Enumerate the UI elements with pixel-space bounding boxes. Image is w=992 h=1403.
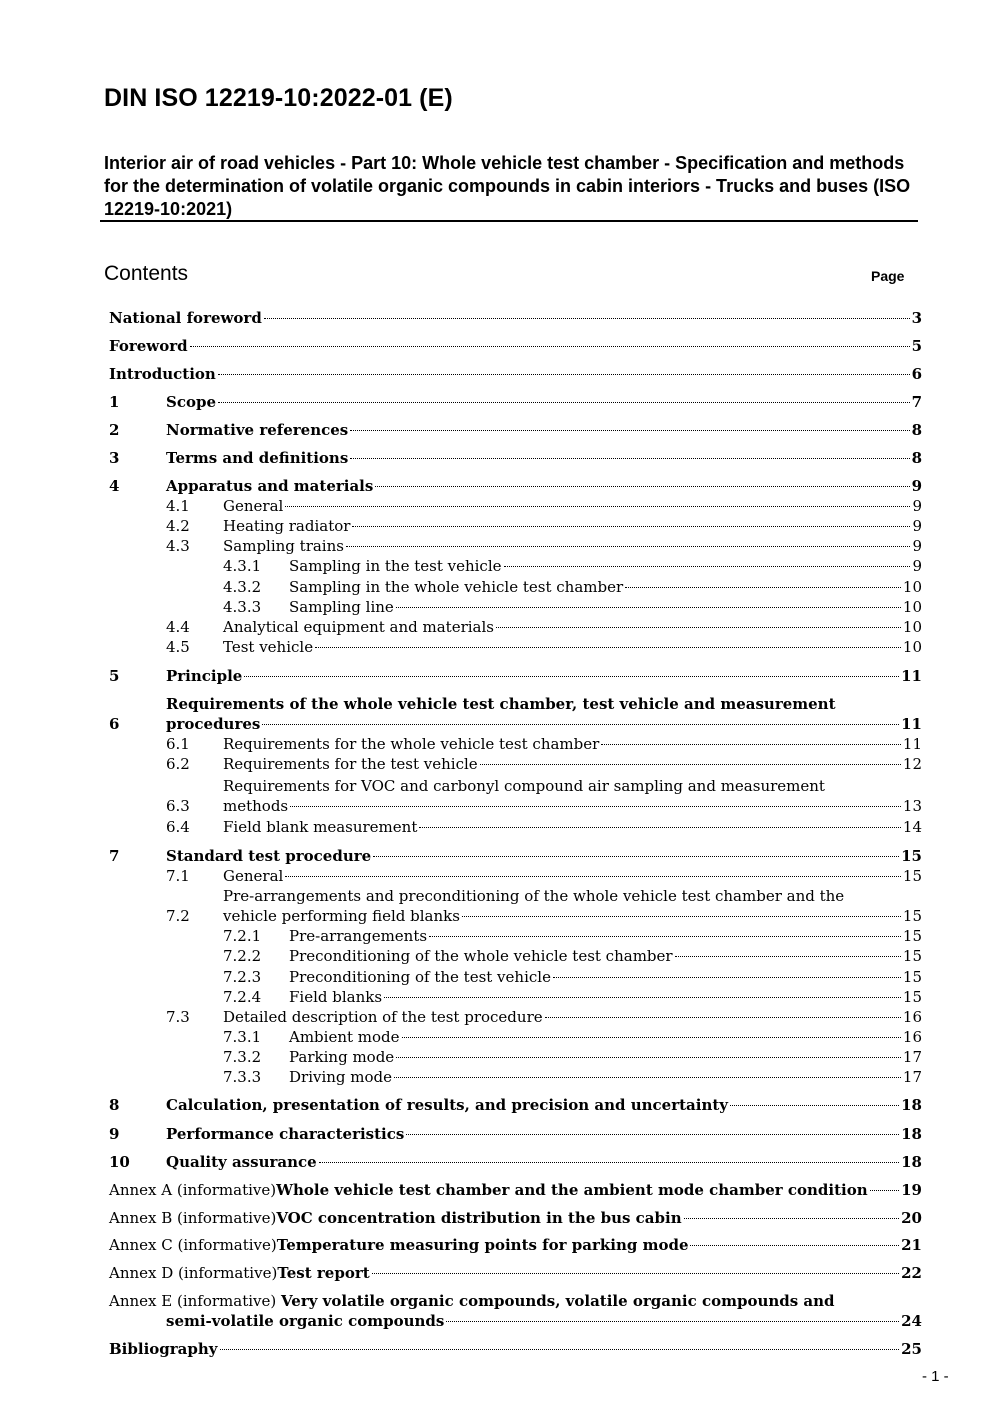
toc-entry[interactable] [0, 392, 992, 412]
toc-entry[interactable] [0, 866, 992, 886]
toc-leader-dots [384, 997, 901, 998]
toc-section-number: 4 [109, 477, 120, 495]
toc-leader-dots [218, 374, 910, 375]
toc-entry[interactable] [0, 817, 992, 837]
page-column-label: Page [871, 268, 905, 284]
toc-leader-dots [262, 724, 899, 725]
toc-title: Sampling trains [223, 537, 344, 555]
toc-title: Scope [166, 393, 217, 411]
toc-annex-label: Annex D (informative) [109, 1264, 278, 1282]
toc-page-number: 7 [911, 393, 922, 411]
toc-page-number: 21 [901, 1236, 922, 1254]
toc-page-number: 10 [902, 618, 922, 636]
toc-entry[interactable] [0, 1152, 992, 1172]
toc-leader-dots [220, 1349, 900, 1350]
document-subtitle: Interior air of road vehicles - Part 10: Whole vehicle test chamber - Specification and methods for the determination of volatile organic compounds in cabin interiors - Trucks and buses (ISO 12219-10:2021) [104, 153, 911, 219]
toc-entry[interactable] [0, 536, 992, 556]
toc-page-number: 14 [902, 818, 922, 836]
toc-title: Test report [277, 1264, 370, 1282]
toc-entry[interactable] [0, 577, 992, 597]
toc-page-number: 10 [902, 638, 922, 656]
toc-title-line1: Requirements of the whole vehicle test chamber, test vehicle and measurement [166, 695, 836, 713]
toc-page-number: 11 [902, 735, 922, 753]
toc-page-number: 15 [902, 968, 922, 986]
toc-section-number: 9 [109, 1125, 120, 1143]
toc-entry[interactable] [0, 987, 992, 1007]
toc-title-line1: Pre-arrangements and preconditioning of the whole vehicle test chamber and the [223, 887, 845, 905]
toc-entry[interactable] [0, 308, 992, 328]
toc-page-number: 9 [912, 517, 922, 535]
toc-title: Ambient mode [289, 1028, 400, 1046]
toc-leader-dots [684, 1218, 900, 1219]
toc-title-line1: Requirements for VOC and carbonyl compound air sampling and measurement [223, 777, 825, 795]
toc-entry[interactable] [0, 967, 992, 987]
toc-leader-dots [553, 977, 901, 978]
toc-title: Terms and definitions [166, 449, 349, 467]
toc-title: Test vehicle [223, 638, 314, 656]
toc-leader-dots [319, 1162, 899, 1163]
toc-leader-dots [402, 1037, 901, 1038]
toc-leader-dots [372, 1273, 899, 1274]
toc-title: National foreword [109, 309, 262, 327]
toc-title: Sampling in the test vehicle [289, 557, 502, 575]
toc-leader-dots [545, 1017, 901, 1018]
toc-entry[interactable] [0, 1047, 992, 1067]
toc-title: Pre-arrangements [289, 927, 428, 945]
toc-entry[interactable] [0, 476, 992, 496]
toc-leader-dots [315, 647, 901, 648]
toc-entry[interactable] [0, 777, 992, 816]
toc-entry[interactable] [0, 946, 992, 966]
toc-section-number: 3 [109, 449, 120, 467]
toc-page-number: 17 [902, 1048, 922, 1066]
document-id: DIN ISO 12219-10:2022-01 (E) [104, 84, 453, 112]
toc-title: Driving mode [289, 1068, 393, 1086]
toc-entry[interactable] [0, 1007, 992, 1027]
toc-title: VOC concentration distribution in the bus cabin [276, 1209, 682, 1227]
toc-page-number: 25 [901, 1340, 922, 1358]
toc-annex-label: Annex E (informative) [109, 1292, 282, 1310]
toc-page-number: 11 [901, 715, 922, 733]
toc-entry[interactable] [0, 1339, 992, 1359]
toc-leader-dots [870, 1190, 899, 1191]
toc-leader-dots [446, 1321, 899, 1322]
toc-leader-dots [346, 546, 910, 547]
toc-page-number: 8 [911, 421, 922, 439]
toc-section-number: 2 [109, 421, 120, 439]
toc-leader-dots [394, 1077, 901, 1078]
toc-title: Field blank measurement [223, 818, 418, 836]
toc-title: General [223, 497, 284, 515]
toc-leader-dots [396, 607, 901, 608]
toc-section-number: 7.3.1 [223, 1028, 262, 1046]
toc-page-number: 18 [901, 1153, 922, 1171]
toc-title: Calculation, presentation of results, and precision and uncertainty [166, 1096, 729, 1114]
toc-entry[interactable] [0, 1027, 992, 1047]
toc-page-number: 15 [901, 847, 922, 865]
toc-leader-dots [244, 676, 899, 677]
toc-annex-label: Annex A (informative) [109, 1181, 277, 1199]
toc-title: Requirements for the whole vehicle test chamber [223, 735, 600, 753]
toc-entry[interactable] [0, 734, 992, 754]
toc-annex-title-line1: Very volatile organic compounds, volatile organic compounds and [281, 1292, 835, 1310]
toc-page-number: 15 [902, 867, 922, 885]
toc-title: Parking mode [289, 1048, 395, 1066]
toc-section-number: 10 [109, 1153, 130, 1171]
toc-section-number: 4.3.2 [223, 578, 262, 596]
toc-page-number: 15 [902, 927, 922, 945]
toc-entry[interactable] [0, 1124, 992, 1144]
toc-section-number: 4.3 [166, 537, 190, 555]
toc-leader-dots [290, 806, 901, 807]
toc-entry[interactable] [0, 516, 992, 536]
toc-leader-dots [190, 346, 910, 347]
toc-page-number: 9 [911, 477, 922, 495]
toc-entry[interactable] [0, 887, 992, 926]
toc-page-number: 16 [902, 1028, 922, 1046]
toc-title: Sampling in the whole vehicle test chamber [289, 578, 624, 596]
toc-title: General [223, 867, 284, 885]
toc-entry[interactable] [0, 448, 992, 468]
toc-leader-dots [625, 587, 901, 588]
toc-entry[interactable] [0, 1235, 992, 1255]
toc-title: methods [223, 797, 289, 815]
toc-page-number: 24 [901, 1312, 922, 1330]
toc-page-number: 9 [912, 497, 922, 515]
toc-title-line1 [109, 1291, 835, 1311]
toc-title: vehicle performing field blanks [223, 907, 460, 925]
toc-entry[interactable] [0, 336, 992, 356]
toc-page-number: 10 [902, 598, 922, 616]
toc-section-number: 7.2.2 [223, 947, 262, 965]
toc-leader-dots [218, 402, 910, 403]
toc-page-number: 20 [901, 1209, 922, 1227]
toc-entry[interactable] [0, 754, 992, 774]
toc-leader-dots [352, 526, 910, 527]
toc-title: Introduction [109, 365, 216, 383]
toc-page-number: 18 [901, 1125, 922, 1143]
toc-section-number: 7.3.2 [223, 1048, 262, 1066]
toc-title: Principle [166, 667, 243, 685]
toc-leader-dots [675, 956, 901, 957]
toc-title: Performance characteristics [166, 1125, 405, 1143]
toc-leader-dots [350, 430, 909, 431]
toc-leader-dots [396, 1057, 901, 1058]
toc-page-number: 15 [902, 988, 922, 1006]
toc-leader-dots [429, 936, 901, 937]
toc-title: semi-volatile organic compounds [166, 1312, 445, 1330]
toc-section-number: 7.1 [166, 867, 190, 885]
toc-page-number: 10 [902, 578, 922, 596]
toc-title: Detailed description of the test procedure [223, 1008, 543, 1026]
toc-leader-dots [375, 486, 909, 487]
toc-entry[interactable] [0, 1180, 992, 1200]
toc-section-number: 5 [109, 667, 120, 685]
toc-section-number: 4.5 [166, 638, 190, 656]
toc-page-number: 15 [902, 907, 922, 925]
toc-section-number: 7 [109, 847, 120, 865]
toc-section-number: 8 [109, 1096, 120, 1114]
toc-page-number: 15 [902, 947, 922, 965]
toc-entry[interactable] [0, 496, 992, 516]
toc-leader-dots [462, 916, 901, 917]
toc-page-number: 5 [911, 337, 922, 355]
toc-entry[interactable] [0, 846, 992, 866]
toc-page-number: 13 [902, 797, 922, 815]
toc-page-number: 8 [911, 449, 922, 467]
toc-entry[interactable] [0, 364, 992, 384]
toc-entry[interactable] [0, 617, 992, 637]
toc-leader-dots [350, 458, 909, 459]
toc-leader-dots [264, 318, 910, 319]
toc-entry[interactable] [0, 420, 992, 440]
toc-section-number: 4.4 [166, 618, 190, 636]
toc-section-number: 7.2.3 [223, 968, 262, 986]
toc-section-number: 7.3 [166, 1008, 190, 1026]
toc-title: Analytical equipment and materials [223, 618, 494, 636]
toc-page-number: 11 [901, 667, 922, 685]
toc-entry[interactable] [0, 597, 992, 617]
toc-section-number: 6.1 [166, 735, 190, 753]
toc-leader-dots [496, 627, 901, 628]
toc-entry[interactable] [0, 637, 992, 657]
toc-title: Normative references [166, 421, 349, 439]
toc-section-number: 6.2 [166, 755, 190, 773]
toc-title: Standard test procedure [166, 847, 372, 865]
toc-entry[interactable] [0, 1292, 992, 1331]
toc-page-number: 12 [902, 755, 922, 773]
toc-section-number: 7.2.4 [223, 988, 262, 1006]
page-number: - 1 - [922, 1368, 949, 1385]
toc-section-number: 1 [109, 393, 120, 411]
toc-section-number: 7.2 [166, 907, 190, 925]
toc-entry[interactable] [0, 1067, 992, 1087]
toc-title: Field blanks [289, 988, 383, 1006]
toc-title: Quality assurance [166, 1153, 317, 1171]
toc-entry[interactable] [0, 1095, 992, 1115]
toc-title: Bibliography [109, 1340, 218, 1358]
toc-entry[interactable] [0, 926, 992, 946]
toc-section-number: 4.1 [166, 497, 190, 515]
toc-page-number: 22 [901, 1264, 922, 1282]
toc-title: Apparatus and materials [166, 477, 374, 495]
toc-leader-dots [285, 876, 901, 877]
toc-leader-dots [690, 1245, 899, 1246]
toc-leader-dots [730, 1105, 899, 1106]
toc-section-number: 6.4 [166, 818, 190, 836]
toc-section-number: 4.2 [166, 517, 190, 535]
toc-entry[interactable] [0, 1263, 992, 1283]
toc-section-number: 4.3.1 [223, 557, 262, 575]
toc-title: Sampling line [289, 598, 394, 616]
toc-page-number: 16 [902, 1008, 922, 1026]
toc-title: Preconditioning of the test vehicle [289, 968, 551, 986]
toc-title: Heating radiator [223, 517, 351, 535]
toc-leader-dots [406, 1134, 899, 1135]
toc-title: procedures [166, 715, 261, 733]
toc-entry[interactable] [0, 666, 992, 686]
toc-page-number: 3 [911, 309, 922, 327]
toc-section-number: 4.3.3 [223, 598, 262, 616]
toc-page-number: 6 [911, 365, 922, 383]
toc-page-number: 17 [902, 1068, 922, 1086]
toc-section-number: 7.2.1 [223, 927, 262, 945]
toc-title: Foreword [109, 337, 188, 355]
toc-title: Whole vehicle test chamber and the ambient mode chamber condition [276, 1181, 868, 1199]
toc-annex-label: Annex C (informative) [109, 1236, 277, 1254]
toc-title: Temperature measuring points for parking mode [276, 1236, 689, 1254]
toc-leader-dots [285, 506, 910, 507]
toc-page-number: 9 [912, 557, 922, 575]
toc-page-number: 18 [901, 1096, 922, 1114]
toc-entry[interactable] [0, 695, 992, 734]
toc-entry[interactable] [0, 556, 992, 576]
toc-leader-dots [373, 856, 899, 857]
title-rule [100, 220, 918, 222]
toc-leader-dots [480, 764, 901, 765]
toc-page-number: 19 [901, 1181, 922, 1199]
contents-heading: Contents [104, 262, 189, 285]
toc-leader-dots [504, 566, 911, 567]
toc-title: Preconditioning of the whole vehicle test chamber [289, 947, 673, 965]
toc-section-number: 7.3.3 [223, 1068, 262, 1086]
toc-leader-dots [601, 744, 901, 745]
toc-section-number: 6.3 [166, 797, 190, 815]
toc-leader-dots [419, 827, 901, 828]
toc-section-number: 6 [109, 715, 120, 733]
toc-page-number: 9 [912, 537, 922, 555]
toc-annex-label: Annex B (informative) [109, 1209, 277, 1227]
toc-entry[interactable] [0, 1208, 992, 1228]
toc-title: Requirements for the test vehicle [223, 755, 478, 773]
